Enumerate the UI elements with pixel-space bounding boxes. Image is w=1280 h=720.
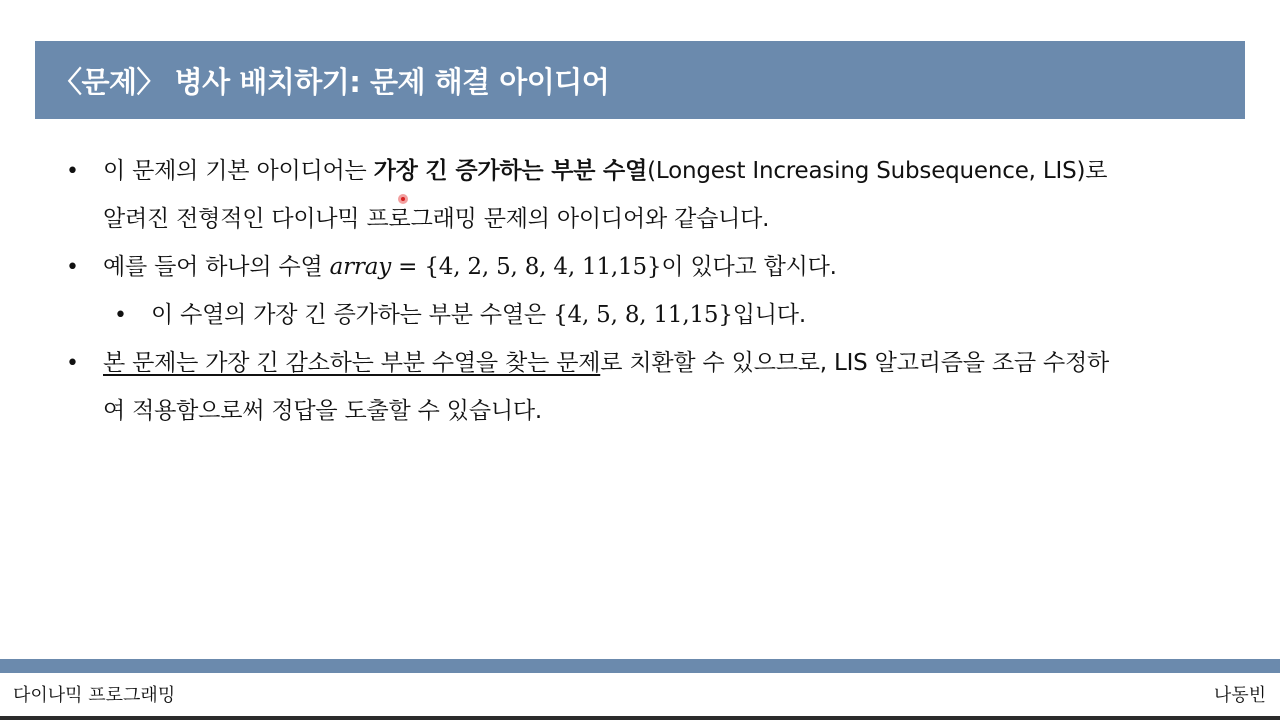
bullet-1-line-1 [103, 157, 1107, 185]
bullet-dot-icon: • [66, 351, 79, 376]
bullet-2-text: 예를 들어 하나의 수열 [103, 254, 330, 280]
bullet-3-text: 로 치환할 수 있으므로, LIS 알고리즘을 조금 수정하 [600, 350, 1110, 376]
bullet-1-bold-text: 가장 긴 증가하는 부분 수열 [373, 158, 648, 184]
bullet-dot-icon: • [66, 159, 79, 184]
slide-title: 〈문제〉 병사 배치하기: 문제 해결 아이디어 [53, 64, 610, 99]
bullet-1-line-2: 알려진 전형적인 다이나믹 프로그래밍 문제의 아이디어와 같습니다. [103, 206, 770, 232]
bullet-1-text: 이 문제의 기본 아이디어는 [103, 158, 374, 184]
footer-bar [0, 659, 1280, 673]
bullet-3-line-2: 여 적용함으로써 정답을 도출할 수 있습니다. [103, 398, 542, 424]
footer-course-title: 다이나믹 프로그래밍 [13, 685, 176, 706]
bullet-dot-icon: • [66, 255, 79, 280]
bullet-2-line [103, 253, 837, 281]
math-expression: = {4, 2, 5, 8, 4, 11,15} [391, 254, 662, 280]
sub-bullet-text: 이 수열의 가장 긴 증가하는 부분 수열은 [151, 302, 554, 328]
footer-author: 나동빈 [1213, 685, 1266, 706]
sub-bullet-text-end: 입니다. [732, 302, 806, 328]
bullet-2-text-end: 이 있다고 합시다. [661, 254, 837, 280]
math-expression: {4, 5, 8, 11,15} [553, 302, 733, 328]
bottom-divider [0, 716, 1280, 720]
bullet-3-line-1 [103, 349, 1109, 377]
title-bar [35, 41, 1245, 119]
sub-bullet-line [151, 301, 806, 329]
bullet-3-underlined-text: 본 문제는 가장 긴 감소하는 부분 수열을 찾는 문제 [103, 350, 601, 376]
math-variable: array [329, 254, 392, 280]
sub-bullet-dot-icon: • [114, 303, 127, 328]
bullet-1-text-end: (Longest Increasing Subsequence, LIS)로 [647, 158, 1108, 184]
laser-pointer-icon [398, 194, 408, 204]
